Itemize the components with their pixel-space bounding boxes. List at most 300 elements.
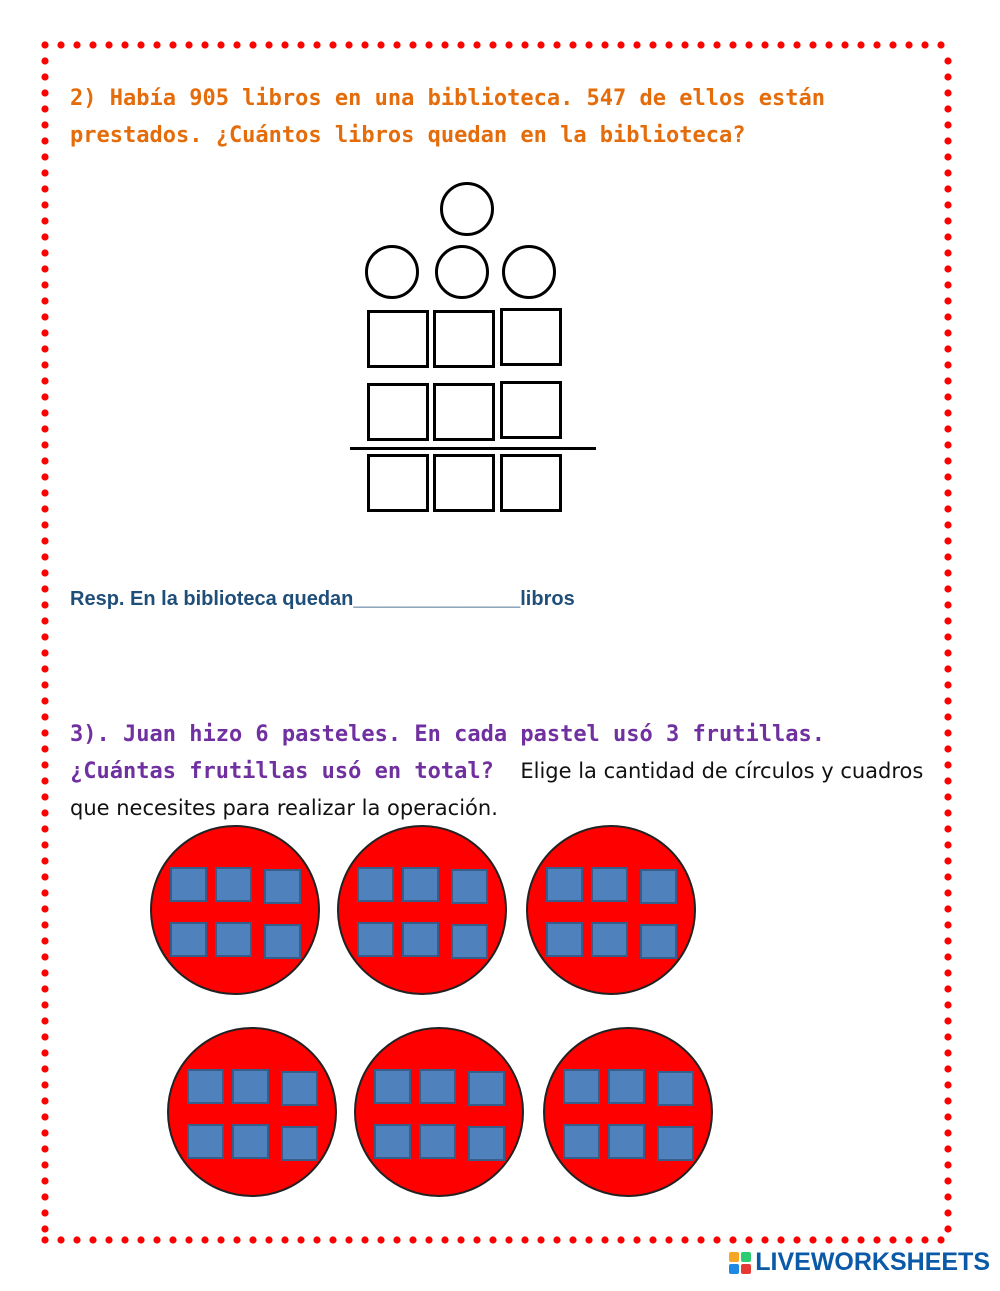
border-dot bbox=[41, 857, 48, 864]
border-dot bbox=[41, 393, 48, 400]
border-dot bbox=[569, 1236, 576, 1243]
border-dot bbox=[944, 489, 951, 496]
border-dot bbox=[41, 153, 48, 160]
fruit-square bbox=[468, 1126, 505, 1161]
border-dot bbox=[937, 41, 944, 48]
border-dot bbox=[41, 537, 48, 544]
border-dot bbox=[745, 1236, 752, 1243]
border-dot bbox=[944, 1129, 951, 1136]
fruit-square bbox=[640, 869, 677, 904]
border-dot bbox=[944, 617, 951, 624]
border-dot bbox=[937, 1236, 944, 1243]
border-dot bbox=[921, 1236, 928, 1243]
border-dot bbox=[505, 41, 512, 48]
border-dot bbox=[553, 41, 560, 48]
border-dot bbox=[713, 41, 720, 48]
fruit-square bbox=[591, 867, 628, 902]
border-dot bbox=[41, 809, 48, 816]
border-dot bbox=[185, 1236, 192, 1243]
border-dot bbox=[41, 473, 48, 480]
border-dot bbox=[41, 1065, 48, 1072]
border-dot bbox=[41, 553, 48, 560]
border-dot bbox=[841, 1236, 848, 1243]
border-dot bbox=[41, 329, 48, 336]
fruit-square bbox=[640, 924, 677, 959]
border-dot bbox=[944, 777, 951, 784]
border-dot bbox=[329, 1236, 336, 1243]
border-dot bbox=[41, 1097, 48, 1104]
border-dot bbox=[809, 1236, 816, 1243]
border-dot bbox=[944, 441, 951, 448]
border-dot bbox=[944, 745, 951, 752]
border-dot bbox=[944, 377, 951, 384]
border-dot bbox=[41, 1033, 48, 1040]
border-dot bbox=[185, 41, 192, 48]
pie-4[interactable] bbox=[167, 1027, 337, 1197]
border-dot bbox=[601, 1236, 608, 1243]
border-dot bbox=[41, 617, 48, 624]
border-dot bbox=[944, 601, 951, 608]
border-dot bbox=[41, 569, 48, 576]
border-dot bbox=[665, 41, 672, 48]
border-dot bbox=[944, 361, 951, 368]
border-dot bbox=[41, 505, 48, 512]
result-tens-box[interactable] bbox=[433, 454, 495, 512]
border-dot bbox=[944, 137, 951, 144]
border-dot bbox=[825, 41, 832, 48]
border-dot bbox=[41, 953, 48, 960]
border-dot bbox=[41, 169, 48, 176]
fruit-square bbox=[546, 922, 583, 957]
fruit-square bbox=[170, 922, 207, 957]
fruit-square bbox=[563, 1124, 600, 1159]
border-dot bbox=[944, 1001, 951, 1008]
fruit-square bbox=[608, 1124, 645, 1159]
border-dot bbox=[41, 313, 48, 320]
border-dot bbox=[617, 41, 624, 48]
fruit-square bbox=[264, 924, 301, 959]
carry-circle-hundreds[interactable] bbox=[365, 245, 419, 299]
fruit-square bbox=[281, 1071, 318, 1106]
border-dot bbox=[944, 1161, 951, 1168]
border-dot bbox=[41, 73, 48, 80]
border-dot bbox=[41, 985, 48, 992]
border-dot bbox=[409, 1236, 416, 1243]
border-dot bbox=[944, 1081, 951, 1088]
fruit-square bbox=[357, 867, 394, 902]
border-dot bbox=[649, 41, 656, 48]
border-dot bbox=[585, 41, 592, 48]
minuend-units-box[interactable] bbox=[500, 308, 562, 366]
border-dot bbox=[537, 1236, 544, 1243]
fruit-square bbox=[657, 1071, 694, 1106]
border-dot bbox=[409, 41, 416, 48]
border-dot bbox=[944, 697, 951, 704]
border-dot bbox=[944, 297, 951, 304]
border-dot bbox=[41, 1081, 48, 1088]
border-dot bbox=[313, 1236, 320, 1243]
border-dot bbox=[457, 41, 464, 48]
border-dot bbox=[793, 41, 800, 48]
border-dot bbox=[944, 73, 951, 80]
question-3-instruction: Elige la cantidad de círculos y cuadros que necesites para realizar la operación. bbox=[70, 759, 924, 820]
border-dot bbox=[944, 201, 951, 208]
fruit-square bbox=[187, 1069, 224, 1104]
border-dot bbox=[944, 537, 951, 544]
fruit-square bbox=[215, 922, 252, 957]
fruit-square bbox=[374, 1124, 411, 1159]
minuend-hundreds-box[interactable] bbox=[367, 310, 429, 368]
border-dot bbox=[41, 921, 48, 928]
border-dot bbox=[944, 1145, 951, 1152]
border-dot bbox=[944, 953, 951, 960]
border-dot bbox=[944, 409, 951, 416]
border-dot bbox=[944, 1097, 951, 1104]
fruit-square bbox=[402, 867, 439, 902]
border-dot bbox=[297, 41, 304, 48]
border-dot bbox=[944, 713, 951, 720]
fruit-square bbox=[591, 922, 628, 957]
border-dot bbox=[41, 137, 48, 144]
border-dot bbox=[41, 793, 48, 800]
border-dot bbox=[393, 1236, 400, 1243]
border-dot bbox=[944, 265, 951, 272]
border-dot bbox=[41, 633, 48, 640]
border-dot bbox=[345, 1236, 352, 1243]
fruit-square bbox=[374, 1069, 411, 1104]
border-dot bbox=[41, 377, 48, 384]
border-dot bbox=[825, 1236, 832, 1243]
border-dot bbox=[41, 185, 48, 192]
minuend-tens-box[interactable] bbox=[433, 310, 495, 368]
border-dot bbox=[41, 1225, 48, 1232]
border-dot bbox=[201, 41, 208, 48]
border-dot bbox=[169, 41, 176, 48]
fruit-square bbox=[170, 867, 207, 902]
border-dot bbox=[41, 905, 48, 912]
border-dot bbox=[944, 761, 951, 768]
border-dot bbox=[944, 1033, 951, 1040]
border-dot bbox=[633, 1236, 640, 1243]
border-dot bbox=[944, 553, 951, 560]
border-dot bbox=[73, 41, 80, 48]
border-dot bbox=[944, 217, 951, 224]
border-dot bbox=[169, 1236, 176, 1243]
border-dot bbox=[729, 41, 736, 48]
border-dot bbox=[857, 1236, 864, 1243]
border-dot bbox=[889, 1236, 896, 1243]
pie-5[interactable] bbox=[354, 1027, 524, 1197]
border-dot bbox=[944, 153, 951, 160]
border-dot bbox=[944, 521, 951, 528]
border-dot bbox=[944, 185, 951, 192]
border-dot bbox=[249, 1236, 256, 1243]
border-dot bbox=[921, 41, 928, 48]
border-dot bbox=[944, 1049, 951, 1056]
border-dot bbox=[944, 473, 951, 480]
border-dot bbox=[489, 41, 496, 48]
carry-circle-top[interactable] bbox=[440, 182, 494, 236]
pie-2[interactable] bbox=[337, 825, 507, 995]
border-dot bbox=[41, 761, 48, 768]
border-dot bbox=[617, 1236, 624, 1243]
border-dot bbox=[944, 889, 951, 896]
carry-circle-tens[interactable] bbox=[435, 245, 489, 299]
border-dot bbox=[473, 1236, 480, 1243]
border-dot bbox=[505, 1236, 512, 1243]
border-dot bbox=[41, 121, 48, 128]
border-dot bbox=[217, 41, 224, 48]
border-dot bbox=[41, 489, 48, 496]
border-dot bbox=[41, 1017, 48, 1024]
border-dot bbox=[944, 921, 951, 928]
border-dot bbox=[41, 233, 48, 240]
border-dot bbox=[41, 681, 48, 688]
pie-6[interactable] bbox=[543, 1027, 713, 1197]
border-dot bbox=[41, 217, 48, 224]
border-dot bbox=[873, 41, 880, 48]
border-dot bbox=[905, 1236, 912, 1243]
border-dot bbox=[944, 649, 951, 656]
logo-text: LIVEWORKSHEETS bbox=[755, 1248, 990, 1276]
border-dot bbox=[137, 41, 144, 48]
carry-circle-units[interactable] bbox=[502, 245, 556, 299]
border-dot bbox=[41, 1129, 48, 1136]
border-dot bbox=[681, 41, 688, 48]
border-dot bbox=[41, 345, 48, 352]
border-dot bbox=[41, 937, 48, 944]
border-dot bbox=[489, 1236, 496, 1243]
border-dot bbox=[57, 41, 64, 48]
border-dot bbox=[944, 1209, 951, 1216]
border-dot bbox=[889, 41, 896, 48]
border-dot bbox=[41, 521, 48, 528]
border-dot bbox=[761, 41, 768, 48]
border-dot bbox=[41, 601, 48, 608]
border-dot bbox=[944, 313, 951, 320]
liveworksheets-logo bbox=[729, 1248, 990, 1277]
border-dot bbox=[41, 969, 48, 976]
result-units-box[interactable] bbox=[500, 454, 562, 512]
fruit-square bbox=[419, 1069, 456, 1104]
fruit-square bbox=[187, 1124, 224, 1159]
border-dot bbox=[425, 1236, 432, 1243]
border-dot bbox=[105, 1236, 112, 1243]
border-dot bbox=[441, 1236, 448, 1243]
border-dot bbox=[857, 41, 864, 48]
border-dot bbox=[41, 409, 48, 416]
border-dot bbox=[41, 825, 48, 832]
border-dot bbox=[41, 841, 48, 848]
border-dot bbox=[944, 633, 951, 640]
border-dot bbox=[944, 1017, 951, 1024]
fruit-square bbox=[264, 869, 301, 904]
border-dot bbox=[377, 1236, 384, 1243]
pie-1[interactable] bbox=[150, 825, 320, 995]
fruit-square bbox=[657, 1126, 694, 1161]
border-dot bbox=[297, 1236, 304, 1243]
border-dot bbox=[944, 569, 951, 576]
border-dot bbox=[41, 649, 48, 656]
border-dot bbox=[41, 57, 48, 64]
border-dot bbox=[377, 41, 384, 48]
border-dot bbox=[153, 41, 160, 48]
border-dot bbox=[601, 41, 608, 48]
border-dot bbox=[121, 1236, 128, 1243]
border-dot bbox=[777, 1236, 784, 1243]
border-dot bbox=[905, 41, 912, 48]
border-dot bbox=[41, 1145, 48, 1152]
border-dot bbox=[41, 889, 48, 896]
border-dot bbox=[137, 1236, 144, 1243]
border-dot bbox=[41, 441, 48, 448]
border-dot bbox=[745, 41, 752, 48]
border-dot bbox=[41, 281, 48, 288]
border-dot bbox=[41, 713, 48, 720]
border-dot bbox=[873, 1236, 880, 1243]
border-dot bbox=[41, 697, 48, 704]
border-dot bbox=[944, 505, 951, 512]
fruit-square bbox=[546, 867, 583, 902]
border-dot bbox=[665, 1236, 672, 1243]
result-hundreds-box[interactable] bbox=[367, 454, 429, 512]
border-dot bbox=[944, 1113, 951, 1120]
border-dot bbox=[944, 1193, 951, 1200]
border-dot bbox=[944, 281, 951, 288]
border-dot bbox=[41, 41, 48, 48]
border-dot bbox=[217, 1236, 224, 1243]
border-dot bbox=[633, 41, 640, 48]
border-dot bbox=[585, 1236, 592, 1243]
fruit-square bbox=[281, 1126, 318, 1161]
border-dot bbox=[944, 985, 951, 992]
border-dot bbox=[41, 1049, 48, 1056]
fruit-square bbox=[232, 1069, 269, 1104]
border-dot bbox=[153, 1236, 160, 1243]
subtraction-line bbox=[350, 447, 596, 450]
border-dot bbox=[233, 41, 240, 48]
border-dot bbox=[457, 1236, 464, 1243]
border-dot bbox=[944, 585, 951, 592]
border-dot bbox=[713, 1236, 720, 1243]
border-dot bbox=[281, 41, 288, 48]
border-dot bbox=[41, 1236, 48, 1243]
border-dot bbox=[89, 41, 96, 48]
border-dot bbox=[313, 41, 320, 48]
border-dot bbox=[473, 41, 480, 48]
subtrahend-hundreds-box[interactable] bbox=[367, 383, 429, 441]
border-dot bbox=[944, 729, 951, 736]
border-dot bbox=[944, 425, 951, 432]
border-dot bbox=[537, 41, 544, 48]
border-dot bbox=[201, 1236, 208, 1243]
border-dot bbox=[809, 41, 816, 48]
border-dot bbox=[41, 105, 48, 112]
border-dot bbox=[89, 1236, 96, 1243]
border-dot bbox=[944, 793, 951, 800]
border-dot bbox=[41, 425, 48, 432]
border-dot bbox=[41, 89, 48, 96]
border-dot bbox=[944, 665, 951, 672]
border-dot bbox=[761, 1236, 768, 1243]
border-dot bbox=[41, 1161, 48, 1168]
border-dot bbox=[41, 585, 48, 592]
border-dot bbox=[777, 41, 784, 48]
fruit-square bbox=[563, 1069, 600, 1104]
border-dot bbox=[944, 393, 951, 400]
border-dot bbox=[681, 1236, 688, 1243]
border-dot bbox=[944, 1065, 951, 1072]
border-dot bbox=[41, 777, 48, 784]
border-dot bbox=[361, 1236, 368, 1243]
border-dot bbox=[944, 857, 951, 864]
border-dot bbox=[41, 1209, 48, 1216]
border-dot bbox=[944, 121, 951, 128]
border-dot bbox=[944, 105, 951, 112]
border-dot bbox=[345, 41, 352, 48]
border-dot bbox=[521, 1236, 528, 1243]
border-dot bbox=[944, 681, 951, 688]
border-dot bbox=[425, 41, 432, 48]
border-dot bbox=[265, 1236, 272, 1243]
border-dot bbox=[841, 41, 848, 48]
border-dot bbox=[944, 905, 951, 912]
border-dot bbox=[41, 265, 48, 272]
fruit-square bbox=[468, 1071, 505, 1106]
border-dot bbox=[944, 89, 951, 96]
fruit-square bbox=[402, 922, 439, 957]
border-dot bbox=[729, 1236, 736, 1243]
border-dot bbox=[57, 1236, 64, 1243]
fruit-square bbox=[357, 922, 394, 957]
border-dot bbox=[944, 249, 951, 256]
border-dot bbox=[441, 41, 448, 48]
border-dot bbox=[944, 345, 951, 352]
fruit-square bbox=[451, 924, 488, 959]
question-3-text bbox=[70, 716, 930, 827]
subtrahend-units-box[interactable] bbox=[500, 381, 562, 439]
border-dot bbox=[121, 41, 128, 48]
border-dot bbox=[649, 1236, 656, 1243]
question-2-text: 2) Había 905 libros en una biblioteca. 547 de ellos están prestados. ¿Cuántos libros quedan en la biblioteca? bbox=[70, 86, 825, 148]
border-dot bbox=[41, 361, 48, 368]
border-dot bbox=[329, 41, 336, 48]
border-dot bbox=[944, 169, 951, 176]
question-3-prompt: 3). Juan hizo 6 pasteles. En cada pastel usó 3 frutillas. ¿Cuántas frutillas usó en total? bbox=[70, 722, 825, 784]
answer-sentence[interactable]: Resp. En la biblioteca quedan_______________libros bbox=[70, 588, 575, 610]
border-dot bbox=[944, 233, 951, 240]
border-dot bbox=[41, 745, 48, 752]
border-dot bbox=[41, 665, 48, 672]
border-dot bbox=[944, 841, 951, 848]
border-dot bbox=[41, 1113, 48, 1120]
border-dot bbox=[41, 1001, 48, 1008]
subtrahend-tens-box[interactable] bbox=[433, 383, 495, 441]
border-dot bbox=[105, 41, 112, 48]
border-dot bbox=[944, 57, 951, 64]
border-dot bbox=[41, 1193, 48, 1200]
border-dot bbox=[361, 41, 368, 48]
pie-3[interactable] bbox=[526, 825, 696, 995]
border-dot bbox=[393, 41, 400, 48]
border-dot bbox=[944, 809, 951, 816]
fruit-square bbox=[215, 867, 252, 902]
border-dot bbox=[521, 41, 528, 48]
border-dot bbox=[569, 41, 576, 48]
border-dot bbox=[944, 873, 951, 880]
border-dot bbox=[233, 1236, 240, 1243]
fruit-square bbox=[451, 869, 488, 904]
